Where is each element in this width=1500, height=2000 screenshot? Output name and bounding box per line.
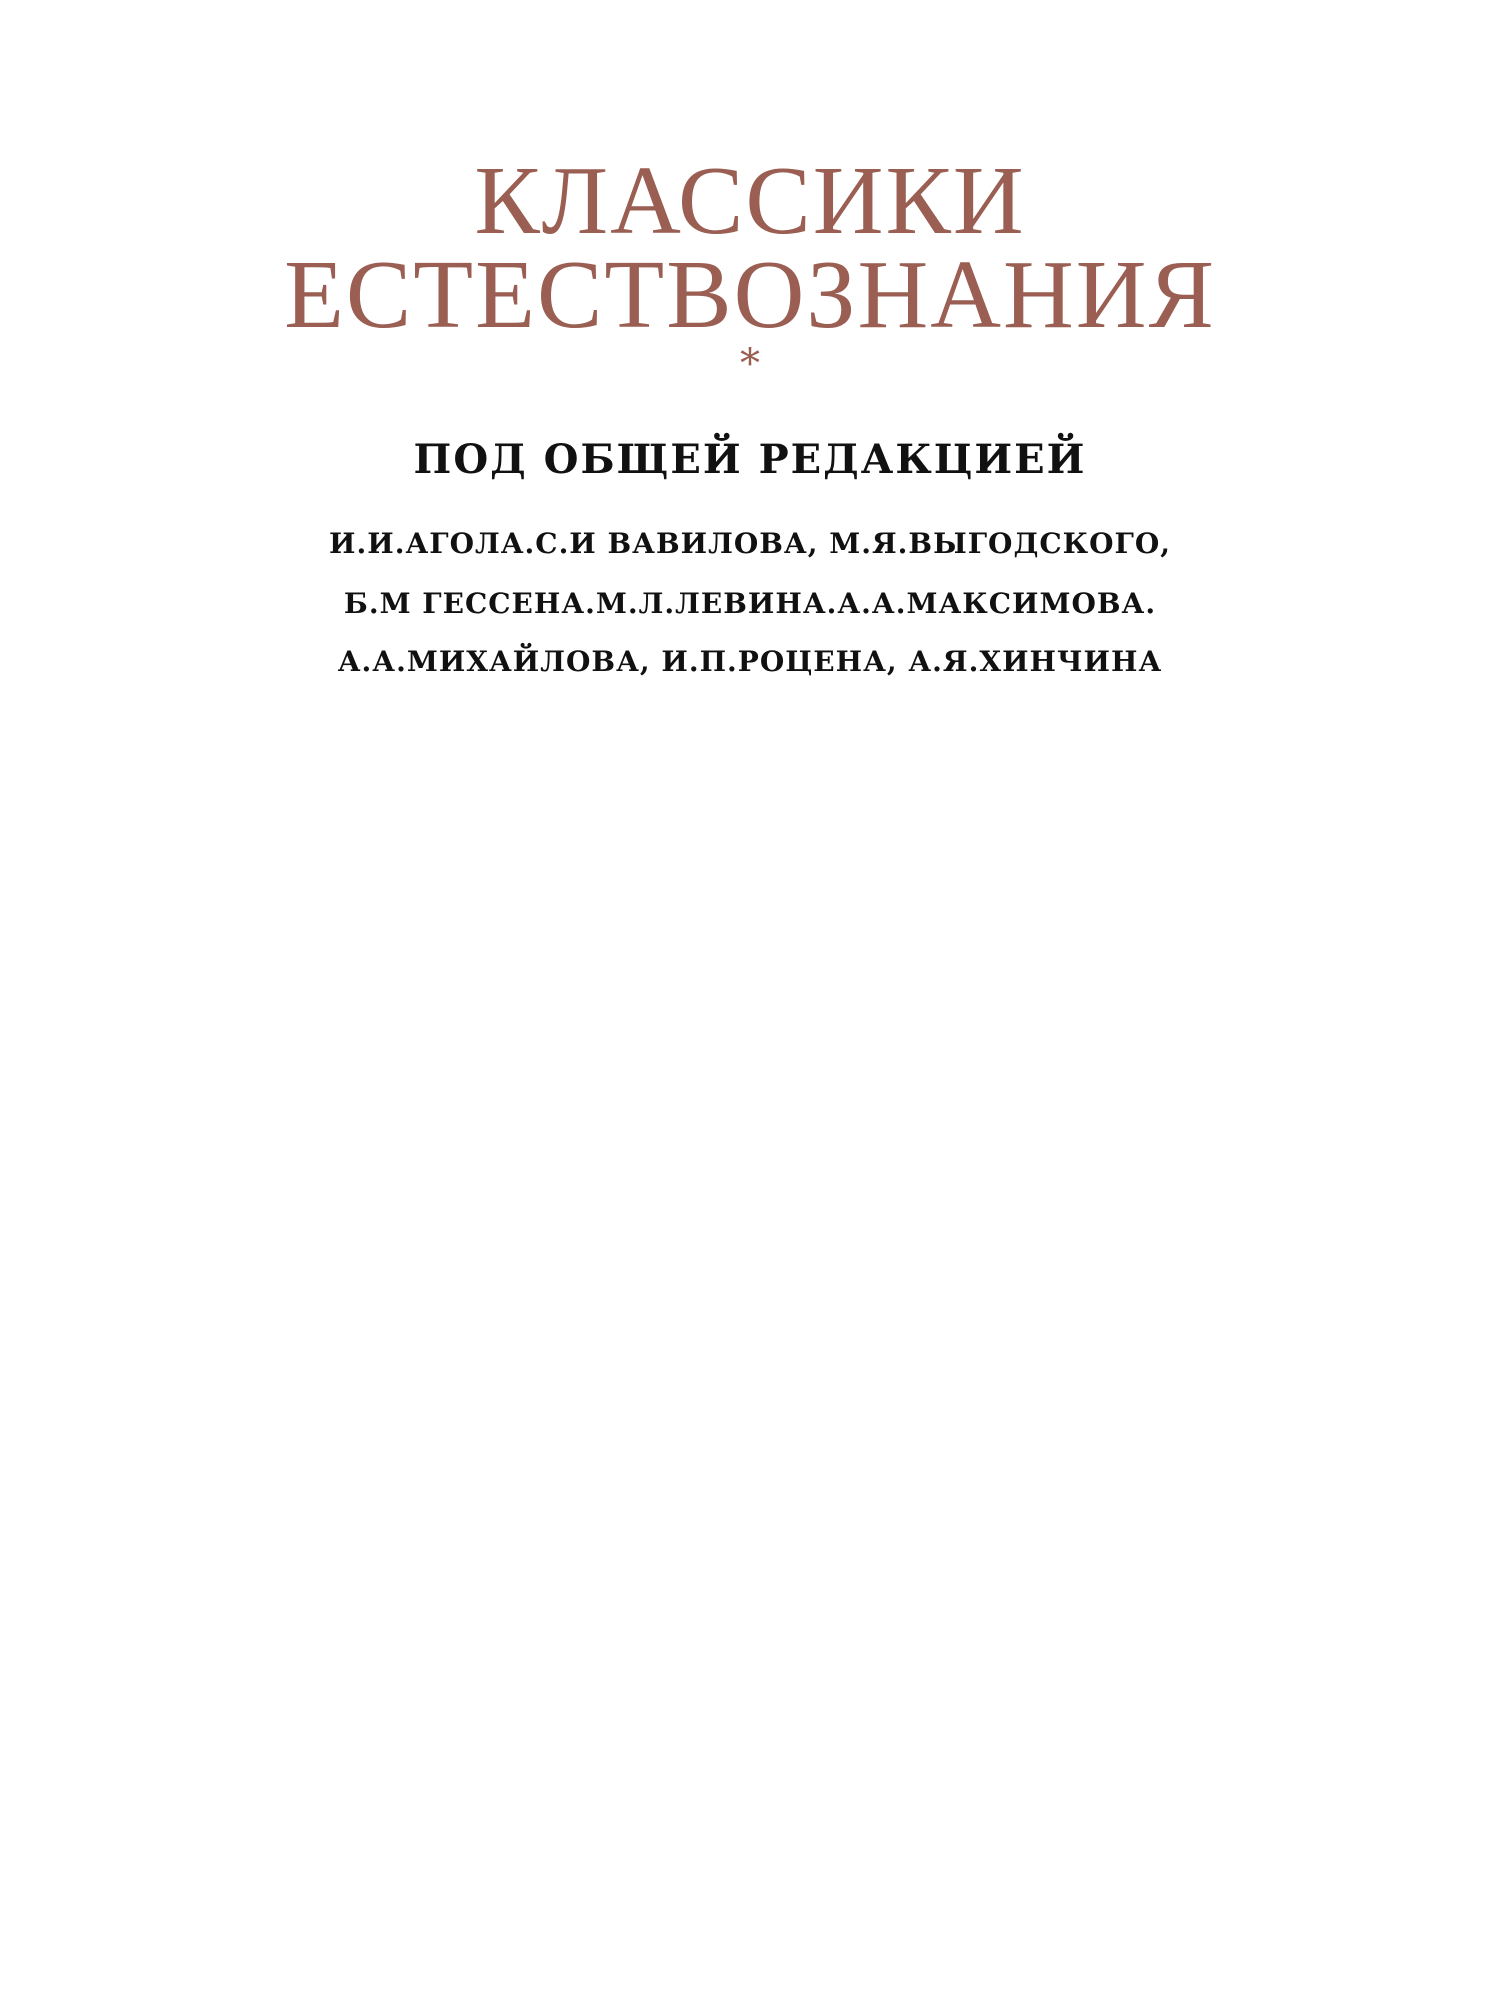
editors-line-3: А.А.МИХАЙЛОВА, И.П.РОЦЕНА, А.Я.ХИНЧИНА <box>337 645 1163 678</box>
asterisk-ornament-icon: * <box>740 341 760 387</box>
editorial-heading: ПОД ОБЩЕЙ РЕДАКЦИЕЙ <box>413 436 1087 483</box>
series-title-line-1: КЛАССИКИ <box>474 147 1026 255</box>
editors-line-1: И.И.АГОЛА.С.И ВАВИЛОВА, М.Я.ВЫГОДСКОГО, <box>329 527 1171 560</box>
series-title-line-2: ЕСТЕСТВОЗНАНИЯ <box>284 241 1216 349</box>
editors-line-2: Б.М ГЕССЕНА.М.Л.ЛЕВИНА.А.А.МАКСИМОВА. <box>343 587 1157 620</box>
